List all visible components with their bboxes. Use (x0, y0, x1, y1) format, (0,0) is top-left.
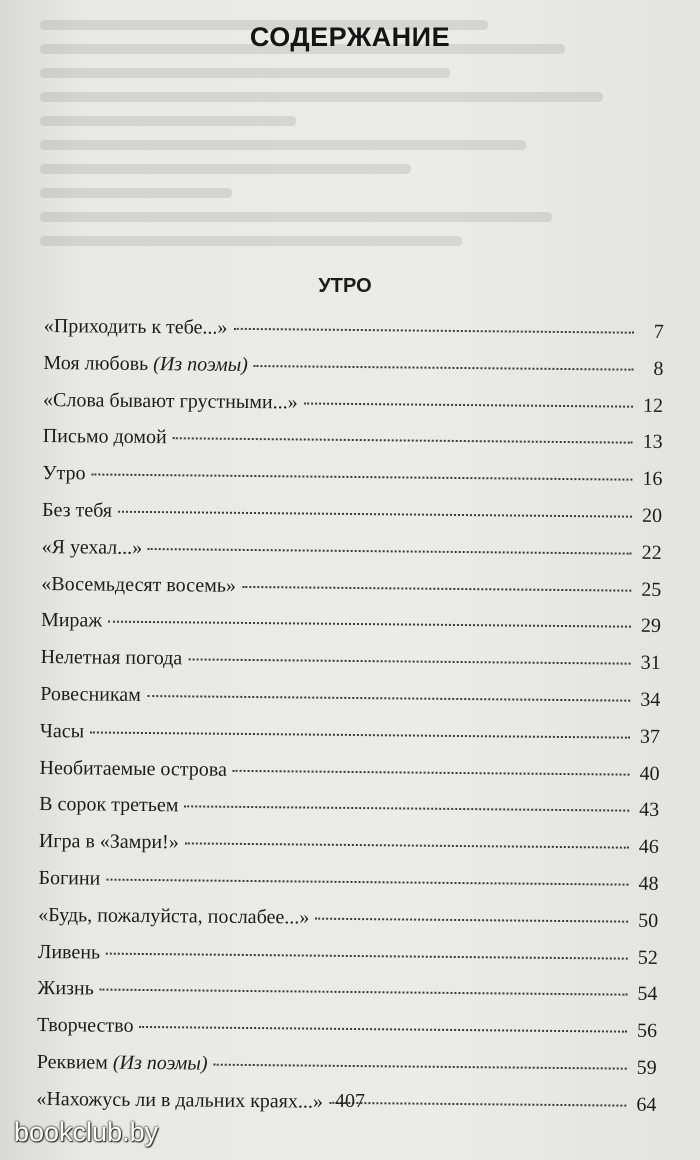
dot-leader (185, 837, 629, 849)
toc-entry-title: Творчество (37, 1014, 134, 1038)
toc-entry (43, 418, 663, 461)
toc-entry (39, 750, 659, 793)
toc-entry (39, 786, 659, 829)
dot-leader (147, 689, 630, 702)
toc-entry-title: Игра в «Замри!» (38, 830, 179, 854)
toc-entry (43, 382, 663, 425)
toc-entry (37, 1007, 657, 1050)
dot-leader (254, 359, 634, 371)
toc-entry-title: Без тебя (41, 498, 113, 522)
toc-entry-page: 25 (641, 578, 662, 601)
toc-entry-title: Нелетная погода (40, 646, 183, 670)
toc-entry-title: «Слова бывают грустными...» (43, 388, 298, 414)
toc-entry-page: 46 (638, 835, 659, 859)
dot-leader (304, 396, 634, 407)
dot-leader (148, 542, 632, 555)
section-title: УТРО (318, 275, 372, 297)
toc-entry-title: «Я уехал...» (41, 535, 143, 559)
dot-leader (100, 983, 628, 996)
toc-entry-title: Жизнь (37, 977, 94, 1000)
toc-entry (41, 566, 661, 609)
toc-entry (38, 897, 658, 940)
toc-entry-title: Ливень (37, 940, 101, 964)
toc-entry-title: Богини (38, 866, 101, 890)
toc-entry-page: 20 (641, 504, 663, 527)
dot-leader (139, 1020, 627, 1033)
toc-entry-title: «Приходить к тебе...» (43, 314, 228, 339)
toc-entry (42, 455, 662, 498)
toc-entry-title: «Восемьдесят восемь» (41, 572, 237, 597)
dot-leader (173, 432, 633, 444)
toc-entry-page: 48 (638, 872, 659, 895)
dot-leader (233, 322, 633, 334)
toc-entry-page: 43 (639, 799, 660, 822)
bleed-through-text (40, 20, 680, 350)
toc-entry-page: 7 (653, 320, 664, 343)
toc-entry-title: Утро (42, 462, 86, 485)
toc-entry (39, 823, 659, 866)
toc-entry-title: «Будь, пожалуйста, послабее...» (38, 903, 310, 929)
toc-entry (38, 860, 658, 903)
toc-entry-page: 16 (642, 467, 663, 491)
toc-entry-page: 50 (638, 909, 659, 932)
dot-leader (92, 468, 633, 481)
toc-entry-title: В сорок третьем (39, 793, 179, 817)
dot-leader (233, 763, 630, 775)
toc-entry (40, 713, 660, 756)
toc-entry-page: 13 (642, 431, 663, 454)
toc-entry-title: Моя любовь (Из поэмы) (43, 351, 249, 376)
toc-entry-title: «Нахожусь ли в дальних краях...» (36, 1087, 324, 1113)
toc-entry-page: 31 (640, 651, 661, 675)
dot-leader (184, 800, 629, 812)
dot-leader (188, 653, 630, 665)
toc-entry (40, 676, 660, 719)
toc-entry-title: Необитаемые острова (39, 756, 228, 781)
toc-entry-page: 59 (636, 1056, 657, 1079)
dot-leader (106, 946, 628, 959)
toc-entry-page: 34 (640, 688, 661, 711)
toc-entry-title: Реквием (Из поэмы) (36, 1050, 208, 1075)
dot-leader (118, 505, 632, 518)
toc-entry (37, 970, 657, 1013)
dot-leader (214, 1058, 627, 1070)
toc-entry-title: Ровесникам (40, 682, 141, 706)
toc-entry (43, 345, 663, 388)
toc-entry (38, 934, 658, 977)
toc-entry-page: 40 (639, 762, 660, 785)
dot-leader (106, 873, 628, 886)
toc-entry-page: 37 (639, 725, 661, 748)
toc-entry (40, 639, 660, 682)
toc-entry-title: Письмо домой (42, 425, 167, 449)
page-number: 407 (335, 1090, 365, 1112)
dot-leader (315, 911, 628, 922)
toc-entry (37, 1044, 657, 1087)
toc-entry (42, 529, 662, 572)
toc-entry-page: 64 (636, 1093, 657, 1116)
dot-leader (108, 615, 631, 628)
toc-entry-page: 29 (640, 615, 662, 638)
toc-entry-page: 22 (641, 541, 662, 564)
table-of-contents (36, 308, 664, 1123)
dot-leader (242, 579, 631, 591)
watermark-text: bookclub.by (14, 1117, 159, 1147)
toc-entry-page: 12 (642, 394, 664, 417)
toc-entry (44, 308, 664, 351)
toc-entry-page: 8 (653, 357, 664, 380)
toc-entry (41, 602, 661, 645)
toc-entry-page: 52 (637, 946, 658, 969)
toc-entry-title: Мираж (40, 609, 103, 632)
toc-entry (42, 492, 662, 535)
page-title: СОДЕРЖАНИЕ (249, 22, 451, 52)
toc-entry-page: 54 (637, 983, 658, 1006)
dot-leader (90, 725, 630, 738)
toc-entry-title: Часы (39, 719, 85, 743)
toc-entry-page: 56 (636, 1019, 658, 1043)
